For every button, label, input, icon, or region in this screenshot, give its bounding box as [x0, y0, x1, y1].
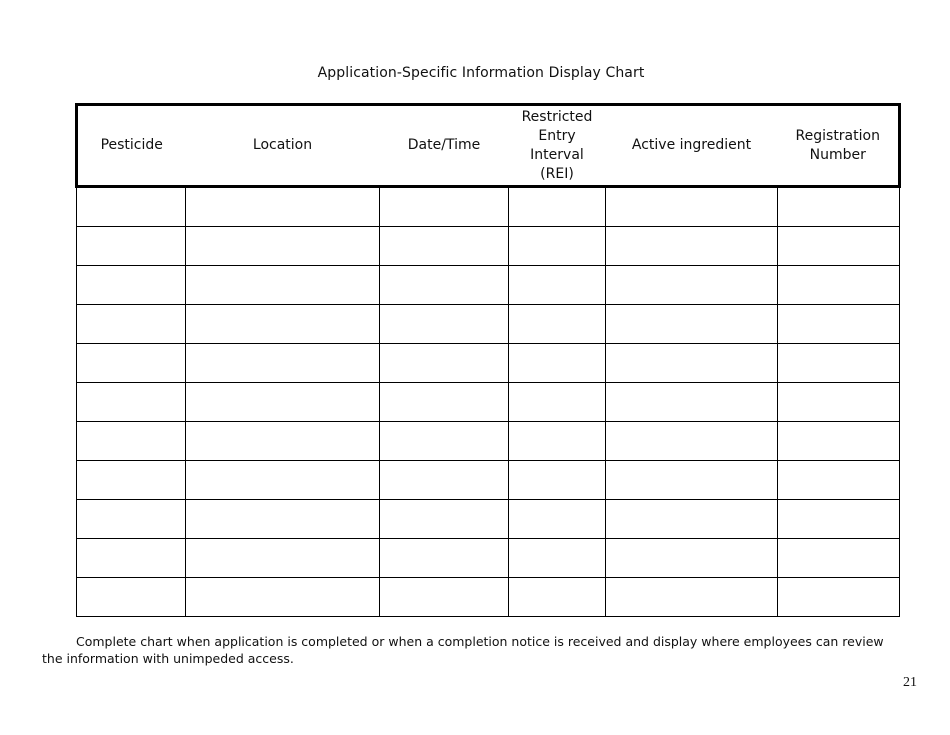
table-row [77, 383, 900, 422]
table-row [77, 422, 900, 461]
column-header-registration-number: Registration Number [778, 105, 900, 187]
table-cell[interactable] [509, 187, 606, 227]
table-cell[interactable] [186, 500, 380, 539]
table-cell[interactable] [186, 305, 380, 344]
page-number: 21 [903, 675, 917, 690]
table-cell[interactable] [77, 539, 186, 578]
table-cell[interactable] [77, 227, 186, 266]
table-cell[interactable] [606, 422, 778, 461]
table-cell[interactable] [380, 227, 509, 266]
table-cell[interactable] [186, 461, 380, 500]
table-cell[interactable] [380, 187, 509, 227]
table-row [77, 266, 900, 305]
table-cell[interactable] [380, 500, 509, 539]
table-cell[interactable] [186, 344, 380, 383]
table-cell[interactable] [606, 266, 778, 305]
table-cell[interactable] [778, 305, 900, 344]
table-cell[interactable] [380, 344, 509, 383]
table-cell[interactable] [77, 422, 186, 461]
column-header-active-ingredient: Active ingredient [606, 105, 778, 187]
table-cell[interactable] [380, 539, 509, 578]
table-cell[interactable] [380, 305, 509, 344]
table-cell[interactable] [509, 266, 606, 305]
table-cell[interactable] [606, 578, 778, 617]
table-cell[interactable] [77, 383, 186, 422]
table-cell[interactable] [186, 266, 380, 305]
table-cell[interactable] [77, 578, 186, 617]
table-cell[interactable] [186, 187, 380, 227]
table-cell[interactable] [778, 266, 900, 305]
table-cell[interactable] [509, 461, 606, 500]
column-header-rei: Restricted Entry Interval (REI) [509, 105, 606, 187]
table-cell[interactable] [186, 422, 380, 461]
table-cell[interactable] [186, 539, 380, 578]
table-cell[interactable] [77, 461, 186, 500]
table-cell[interactable] [778, 578, 900, 617]
table-cell[interactable] [380, 266, 509, 305]
table-cell[interactable] [509, 305, 606, 344]
table-cell[interactable] [380, 461, 509, 500]
table-row [77, 187, 900, 227]
table-cell[interactable] [509, 422, 606, 461]
table-body [77, 187, 900, 617]
table-cell[interactable] [606, 461, 778, 500]
table-row [77, 227, 900, 266]
table-cell[interactable] [778, 500, 900, 539]
table-cell[interactable] [606, 305, 778, 344]
table-cell[interactable] [77, 500, 186, 539]
column-header-date-time: Date/Time [380, 105, 509, 187]
table-cell[interactable] [380, 578, 509, 617]
table-cell[interactable] [778, 344, 900, 383]
table-cell[interactable] [606, 344, 778, 383]
table-cell[interactable] [606, 227, 778, 266]
table-cell[interactable] [380, 383, 509, 422]
table-cell[interactable] [186, 227, 380, 266]
table-cell[interactable] [380, 422, 509, 461]
table-row [77, 344, 900, 383]
table-cell[interactable] [509, 539, 606, 578]
table-cell[interactable] [509, 500, 606, 539]
table-cell[interactable] [606, 187, 778, 227]
table-cell[interactable] [186, 578, 380, 617]
table-row [77, 539, 900, 578]
table-cell[interactable] [77, 187, 186, 227]
table-cell[interactable] [77, 305, 186, 344]
table-cell[interactable] [606, 383, 778, 422]
table-cell[interactable] [778, 539, 900, 578]
column-header-location: Location [186, 105, 380, 187]
table-cell[interactable] [509, 227, 606, 266]
table-cell[interactable] [778, 187, 900, 227]
table-cell[interactable] [509, 578, 606, 617]
page-title: Application-Specific Information Display Chart [317, 65, 645, 81]
table-cell[interactable] [778, 422, 900, 461]
column-header-pesticide: Pesticide [77, 105, 186, 187]
table-row [77, 500, 900, 539]
application-info-table [75, 103, 901, 617]
table-cell[interactable] [509, 344, 606, 383]
table-cell[interactable] [509, 383, 606, 422]
table-row [77, 305, 900, 344]
table-cell[interactable] [778, 461, 900, 500]
table-cell[interactable] [186, 383, 380, 422]
footnote: Complete chart when application is completed or when a completion notice is received and display where employees can review the information with unimpeded access. [42, 634, 884, 666]
table-cell[interactable] [778, 383, 900, 422]
table-header [77, 105, 900, 187]
table-cell[interactable] [606, 539, 778, 578]
table-cell[interactable] [77, 344, 186, 383]
table-cell[interactable] [778, 227, 900, 266]
table-cell[interactable] [606, 500, 778, 539]
header-row [77, 105, 900, 187]
table-cell[interactable] [77, 266, 186, 305]
table-row [77, 578, 900, 617]
table-row [77, 461, 900, 500]
